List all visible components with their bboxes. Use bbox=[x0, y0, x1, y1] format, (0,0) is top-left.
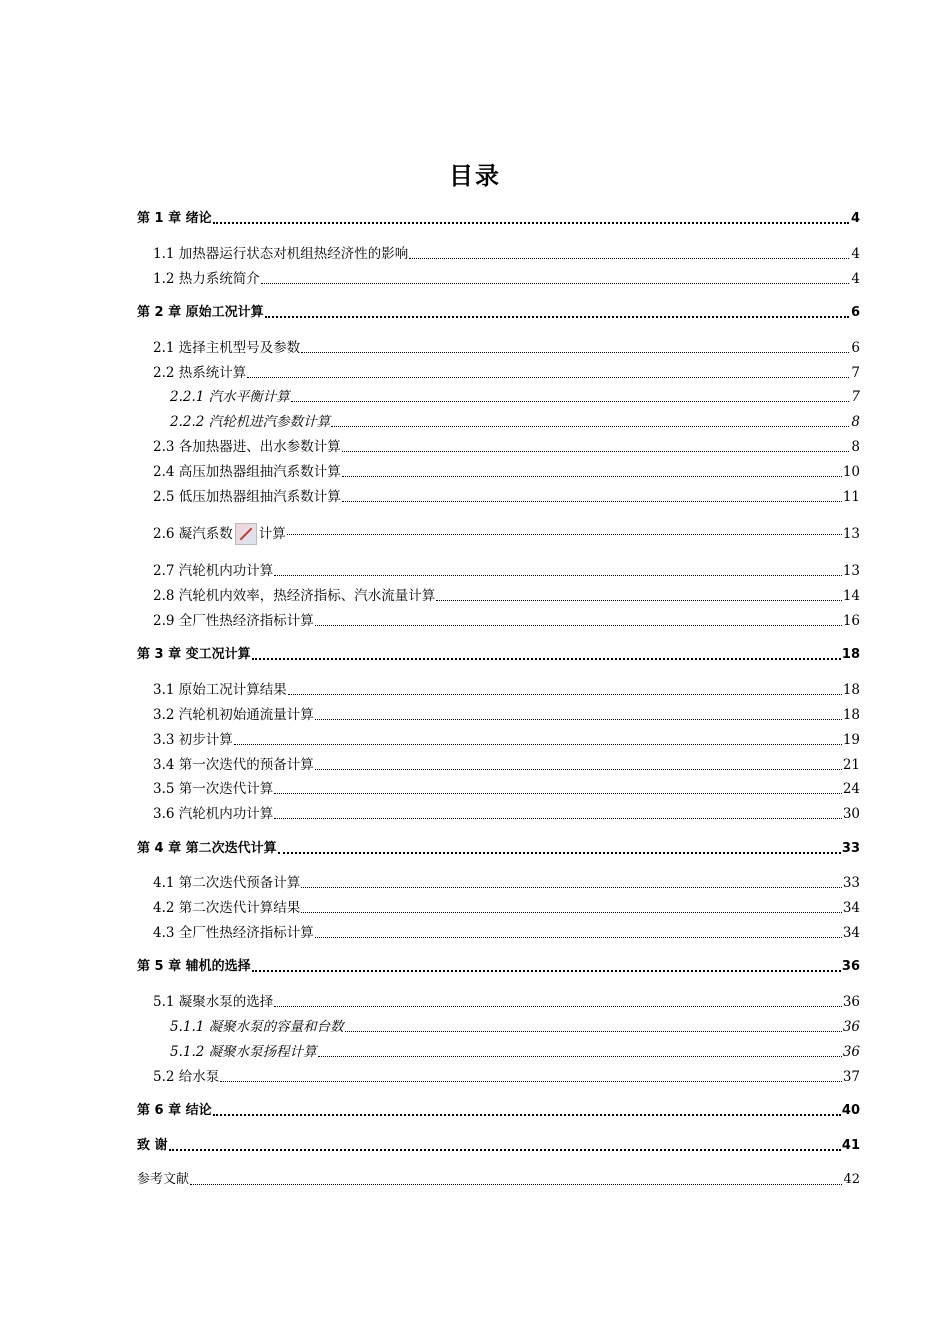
dot-leader bbox=[278, 852, 841, 854]
toc-entry-text: 3.4 第一次迭代的预备计算 bbox=[153, 757, 314, 773]
toc-page-number: 6 bbox=[851, 340, 860, 356]
toc-page-number: 4 bbox=[850, 211, 860, 226]
toc-entry-text: 5.2 给水泵 bbox=[153, 1069, 220, 1085]
dot-leader bbox=[274, 575, 842, 576]
toc-page-number: 18 bbox=[841, 647, 860, 662]
toc-section-2-7[interactable] bbox=[137, 562, 860, 580]
toc-entry-text: 5.1 凝聚水泵的选择 bbox=[153, 994, 274, 1010]
dot-leader bbox=[287, 534, 842, 535]
toc-section-3-5[interactable] bbox=[137, 780, 860, 798]
toc-section-2-9[interactable] bbox=[137, 612, 860, 630]
toc-page-number: 13 bbox=[842, 526, 860, 542]
toc-entry-text: 5.1.2 凝聚水泵扬程计算 bbox=[170, 1044, 317, 1060]
toc-chapter-4[interactable] bbox=[137, 840, 860, 858]
dot-leader bbox=[315, 937, 842, 938]
toc-subsection-5-1-2[interactable] bbox=[137, 1043, 860, 1061]
broken-equation-image-icon bbox=[235, 523, 257, 545]
toc-entry-text: 1.1 加热器运行状态对机组热经济性的影响 bbox=[153, 246, 409, 262]
toc-page-number: 36 bbox=[841, 959, 860, 974]
toc-entry-text: 2.8 汽轮机内效率，热经济指标、汽水流量计算 bbox=[153, 588, 436, 604]
toc-entry-text: 第 6 章 结论 bbox=[137, 1103, 212, 1118]
toc-entry-text: 第 4 章 第二次迭代计算 bbox=[137, 841, 277, 856]
toc-section-2-3[interactable] bbox=[137, 438, 860, 456]
toc-entry-text: 2.2 热系统计算 bbox=[153, 365, 247, 381]
toc-section-1-1[interactable] bbox=[137, 245, 860, 263]
toc-page-number: 24 bbox=[842, 781, 860, 797]
dot-leader bbox=[274, 818, 842, 819]
dot-leader bbox=[288, 694, 842, 695]
toc-entry-text: 5.1.1 凝聚水泵的容量和台数 bbox=[170, 1019, 344, 1035]
toc-page-number: 33 bbox=[841, 841, 860, 856]
toc-section-3-1[interactable] bbox=[137, 681, 860, 699]
dot-leader bbox=[274, 1006, 842, 1007]
toc-section-5-2[interactable] bbox=[137, 1068, 860, 1086]
toc-page-number: 21 bbox=[842, 757, 860, 773]
toc-section-3-4[interactable] bbox=[137, 756, 860, 774]
dot-leader bbox=[436, 600, 842, 601]
toc-entry-text: 第 5 章 辅机的选择 bbox=[137, 959, 251, 974]
toc-page-number: 36 bbox=[842, 1019, 860, 1035]
dot-leader bbox=[342, 476, 842, 477]
toc-page-number: 36 bbox=[842, 994, 860, 1010]
toc-page-number: 41 bbox=[841, 1138, 860, 1153]
toc-section-3-6[interactable] bbox=[137, 805, 860, 823]
toc-section-4-2[interactable] bbox=[137, 899, 860, 917]
toc-page-number: 8 bbox=[851, 414, 860, 430]
toc-entry-text: 第 3 章 变工况计算 bbox=[137, 647, 251, 662]
toc-entry-text: 第 1 章 绪论 bbox=[137, 211, 212, 226]
toc-entry-text: 3.6 汽轮机内功计算 bbox=[153, 806, 274, 822]
toc-entry-text: 2.1 选择主机型号及参数 bbox=[153, 340, 301, 356]
toc-entry-text: 1.2 热力系统简介 bbox=[153, 271, 260, 287]
toc-page-number: 34 bbox=[842, 900, 860, 916]
dot-leader bbox=[252, 658, 841, 660]
toc-entry-text: 3.2 汽轮机初始通流量计算 bbox=[153, 707, 314, 723]
dot-leader bbox=[315, 625, 842, 626]
toc-page-number: 40 bbox=[841, 1103, 860, 1118]
toc-page-number: 36 bbox=[842, 1044, 860, 1060]
toc-subsection-2-2-2[interactable] bbox=[137, 413, 860, 431]
toc-entry-text: 第 2 章 原始工况计算 bbox=[137, 305, 264, 320]
toc-entry-text: 2.2.1 汽水平衡计算 bbox=[170, 389, 290, 405]
dot-leader bbox=[220, 1081, 842, 1082]
dot-leader bbox=[213, 222, 849, 224]
dot-leader bbox=[234, 744, 842, 745]
toc-section-3-3[interactable] bbox=[137, 731, 860, 749]
toc-entry-text: 2.9 全厂性热经济指标计算 bbox=[153, 613, 314, 629]
dot-leader bbox=[213, 1114, 841, 1116]
toc-entry-text: 2.5 低压加热器组抽汽系数计算 bbox=[153, 489, 341, 505]
toc-page-number: 14 bbox=[842, 588, 860, 604]
toc-entry-text: 2.4 高压加热器组抽汽系数计算 bbox=[153, 464, 341, 480]
toc-chapter-1[interactable] bbox=[137, 210, 860, 228]
toc-entry-text: 参考文献 bbox=[137, 1172, 190, 1187]
dot-leader bbox=[301, 912, 842, 913]
toc-entry-text: 4.2 第二次迭代计算结果 bbox=[153, 900, 301, 916]
toc-chapter-6[interactable] bbox=[137, 1102, 860, 1120]
toc-page-number: 42 bbox=[843, 1172, 860, 1187]
page-title: 目录 bbox=[449, 162, 501, 190]
toc-page-number: 7 bbox=[851, 389, 860, 405]
toc-page-number: 10 bbox=[842, 464, 860, 480]
toc-entry-text: 4.1 第二次迭代预备计算 bbox=[153, 875, 301, 891]
dot-leader bbox=[247, 377, 849, 378]
toc-chapter-5[interactable] bbox=[137, 958, 860, 976]
dot-leader bbox=[342, 451, 849, 452]
toc-section-2-8[interactable] bbox=[137, 587, 860, 605]
toc-page-number: 30 bbox=[842, 806, 860, 822]
toc-page-number: 4 bbox=[851, 246, 860, 262]
dot-leader bbox=[261, 283, 849, 284]
toc-entry-text: 2.7 汽轮机内功计算 bbox=[153, 563, 274, 579]
toc-entry-text: 3.5 第一次迭代计算 bbox=[153, 781, 274, 797]
toc-page-number: 11 bbox=[842, 489, 860, 505]
toc-section-5-1[interactable] bbox=[137, 993, 860, 1011]
toc-section-2-5[interactable] bbox=[137, 488, 860, 506]
toc-section-2-4[interactable] bbox=[137, 463, 860, 481]
dot-leader bbox=[315, 719, 842, 720]
toc-page-number: 37 bbox=[842, 1069, 860, 1085]
dot-leader bbox=[342, 501, 842, 502]
toc-subsection-2-2-1[interactable] bbox=[137, 388, 860, 406]
toc-entry-text: 3.1 原始工况计算结果 bbox=[153, 682, 287, 698]
toc-chapter-3[interactable] bbox=[137, 646, 860, 664]
toc-page-number: 6 bbox=[850, 305, 860, 320]
toc-page-number: 33 bbox=[842, 875, 860, 891]
toc-chapter-2[interactable] bbox=[137, 304, 860, 322]
toc-page-number: 13 bbox=[842, 563, 860, 579]
dot-leader bbox=[265, 316, 849, 318]
dot-leader bbox=[409, 258, 849, 259]
dot-leader bbox=[301, 887, 842, 888]
toc-references[interactable] bbox=[137, 1171, 860, 1189]
toc-page-number: 18 bbox=[842, 707, 860, 723]
toc-section-4-3[interactable] bbox=[137, 924, 860, 942]
toc-section-2-6[interactable] bbox=[137, 520, 860, 548]
toc-page-number: 8 bbox=[851, 439, 860, 455]
toc-acknowledgements[interactable] bbox=[137, 1137, 860, 1155]
dot-leader bbox=[331, 426, 849, 427]
toc-entry-text: 2.2.2 汽轮机进汽参数计算 bbox=[170, 414, 331, 430]
toc-section-4-1[interactable] bbox=[137, 874, 860, 892]
dot-leader bbox=[315, 769, 842, 770]
toc-entry-text-suffix: 计算 bbox=[258, 526, 286, 542]
toc-page-number: 19 bbox=[842, 732, 860, 748]
dot-leader bbox=[190, 1184, 842, 1185]
dot-leader bbox=[291, 401, 849, 402]
dot-leader bbox=[318, 1056, 842, 1057]
dot-leader bbox=[274, 793, 842, 794]
toc-entry-text: 3.3 初步计算 bbox=[153, 732, 233, 748]
toc-page-number: 16 bbox=[842, 613, 860, 629]
dot-leader bbox=[345, 1031, 842, 1032]
toc-section-2-1[interactable] bbox=[137, 339, 860, 357]
toc-entry-text: 2.3 各加热器进、出水参数计算 bbox=[153, 439, 341, 455]
toc-page-number: 4 bbox=[851, 271, 860, 287]
toc-entry-text: 致 谢 bbox=[137, 1138, 168, 1153]
toc-entry-text: 4.3 全厂性热经济指标计算 bbox=[153, 925, 314, 941]
dot-leader bbox=[301, 352, 849, 353]
toc-page-number: 34 bbox=[842, 925, 860, 941]
dot-leader bbox=[169, 1149, 841, 1151]
toc-page-number: 18 bbox=[842, 682, 860, 698]
toc-section-2-2[interactable] bbox=[137, 364, 860, 382]
toc-entry-text: 2.6 凝汽系数 bbox=[153, 526, 233, 542]
toc-page-number: 7 bbox=[851, 365, 860, 381]
toc-section-1-2[interactable] bbox=[137, 270, 860, 288]
toc-subsection-5-1-1[interactable] bbox=[137, 1018, 860, 1036]
dot-leader bbox=[252, 970, 841, 972]
toc-section-3-2[interactable] bbox=[137, 706, 860, 724]
